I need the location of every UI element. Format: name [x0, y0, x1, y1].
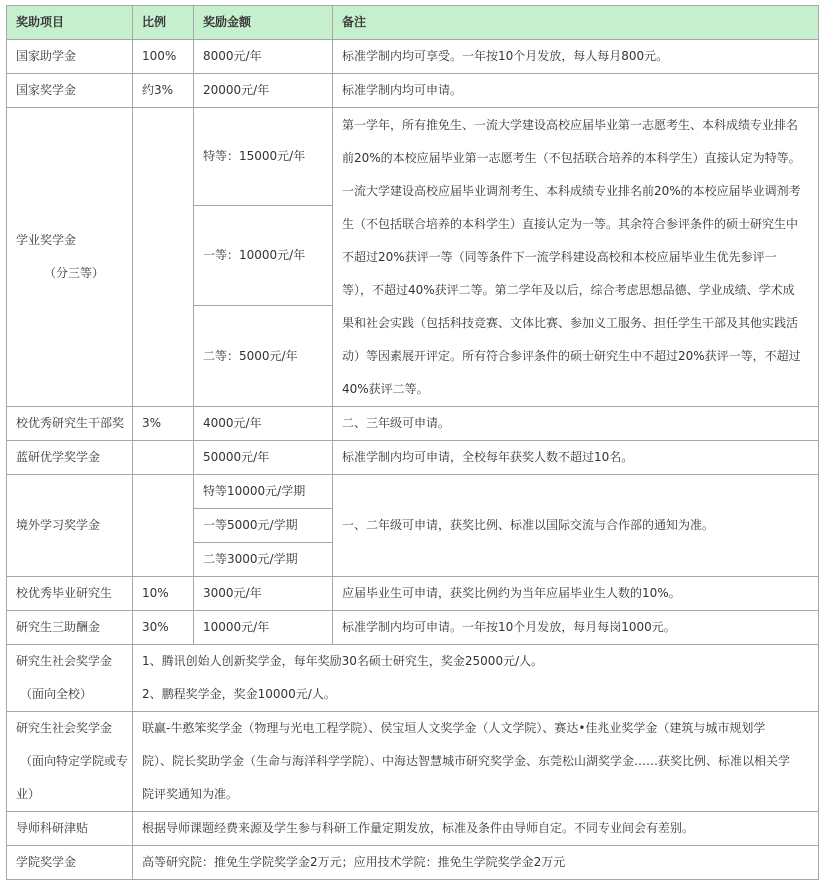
- item-cell: [7, 712, 133, 812]
- item-sublabel: （面向全校）: [20, 687, 93, 701]
- table-row: [7, 846, 819, 880]
- note-line: 动）等因素展开评定。所有符合参评条件的硕士研究生中不超过20%获评一等，不超过: [342, 348, 801, 363]
- note-line: 院评奖通知为准。: [142, 787, 239, 801]
- amount-cell: 3000元/年: [194, 577, 333, 611]
- note-cell: 一、二年级可申请，获奖比例、标准以国际交流与合作部的通知为准。: [333, 475, 819, 577]
- header-ratio: 比例: [133, 6, 194, 40]
- amount-cell: 10000元/年: [194, 611, 333, 645]
- table-row: [7, 475, 819, 509]
- ratio-cell: 约3%: [133, 74, 194, 108]
- header-amount: 奖励金额: [194, 6, 333, 40]
- item-sublabel: （分三等）: [44, 266, 105, 280]
- item-label: 学业奖学金: [16, 233, 77, 247]
- note-line: 果和社会实践（包括科技竞赛、文体比赛、参加义工服务、担任学生干部及其他实践活: [342, 315, 799, 330]
- amount-cell: 一等5000元/学期: [194, 509, 333, 543]
- item-cell: 校优秀毕业研究生: [7, 577, 133, 611]
- note-line: 不超过20%获评一等（同等条件下一流学科建设高校和本校应届毕业生优先参评一: [342, 249, 777, 264]
- note-cell: 标准学制内均可享受。一年按10个月发放，每人每月800元。: [333, 40, 819, 74]
- ratio-cell: [133, 475, 194, 577]
- item-sublabel: （面向特定学院或专: [20, 754, 129, 768]
- table-row: [7, 441, 819, 475]
- amount-cell: 4000元/年: [194, 407, 333, 441]
- item-label: 研究生社会奖学金: [16, 654, 113, 668]
- note-cell: [133, 712, 819, 812]
- amount-cell: 二等3000元/学期: [194, 543, 333, 577]
- table-row: [7, 645, 819, 712]
- item-label: 研究生社会奖学金: [16, 721, 113, 735]
- amount-cell: 二等：5000元/年: [194, 306, 333, 407]
- note-cell: 应届毕业生可申请，获奖比例约为当年应届毕业生人数的10%。: [333, 577, 819, 611]
- note-line: 院）、院长奖助学金（生命与海洋科学学院）、中海达智慧城市研究奖学金、东莞松山湖奖学金……获奖比例、标准以相关学: [142, 754, 791, 768]
- note-line: 一流大学建设高校应届毕业调剂考生、本科成绩专业排名前20%的本校应届毕业调剂考: [342, 183, 801, 198]
- amount-cell: 特等10000元/学期: [194, 475, 333, 509]
- item-cell: 国家奖学金: [7, 74, 133, 108]
- note-cell: 高等研究院：推免生学院奖学金2万元；应用技术学院：推免生学院奖学金2万元: [133, 846, 819, 880]
- note-line: 40%获评二等。: [342, 381, 429, 396]
- table-header-row: [7, 6, 819, 40]
- note-cell: 根据导师课题经费来源及学生参与科研工作量定期发放，标准及条件由导师自定。不同专业间会有差别。: [133, 812, 819, 846]
- table-row: [7, 611, 819, 645]
- table-row: [7, 108, 819, 206]
- item-sublabel: 业）: [16, 787, 41, 801]
- amount-cell: 20000元/年: [194, 74, 333, 108]
- table-row: [7, 407, 819, 441]
- note-line: 第一学年，所有推免生、一流大学建设高校应届毕业第一志愿考生、本科成绩专业排名: [342, 117, 799, 132]
- item-cell: 蓝研优学奖学金: [7, 441, 133, 475]
- note-cell: 标准学制内均可申请。一年按10个月发放，每月每岗1000元。: [333, 611, 819, 645]
- amount-cell: 一等：10000元/年: [194, 206, 333, 306]
- item-cell: 校优秀研究生干部奖: [7, 407, 133, 441]
- table-row: [7, 40, 819, 74]
- header-note: 备注: [333, 6, 819, 40]
- note-line: 前20%的本校应届毕业第一志愿考生（不包括联合培养的本科学生）直接认定为特等。: [342, 150, 801, 165]
- note-line: 等），不超过40%获评二等。第二学年及以后，综合考虑思想品德、学业成绩、学术成: [342, 282, 795, 297]
- amount-cell: 8000元/年: [194, 40, 333, 74]
- note-line: 生（不包括联合培养的本科学生）直接认定为一等。其余符合参评条件的硕士研究生中: [342, 216, 799, 231]
- note-cell: 标准学制内均可申请。: [333, 74, 819, 108]
- amount-cell: 50000元/年: [194, 441, 333, 475]
- table-row: [7, 812, 819, 846]
- amount-cell: 特等：15000元/年: [194, 108, 333, 206]
- note-cell: 标准学制内均可申请，全校每年获奖人数不超过10名。: [333, 441, 819, 475]
- note-cell: [133, 645, 819, 712]
- note-line: 1、腾讯创始人创新奖学金，每年奖励30名硕士研究生，奖金25000元/人。: [142, 654, 544, 668]
- scholarship-table: [6, 5, 819, 880]
- item-cell: [7, 108, 133, 407]
- ratio-cell: 30%: [133, 611, 194, 645]
- item-cell: 研究生三助酬金: [7, 611, 133, 645]
- note-cell: [333, 108, 819, 407]
- note-cell: 二、三年级可申请。: [333, 407, 819, 441]
- table-row: [7, 577, 819, 611]
- item-cell: 导师科研津贴: [7, 812, 133, 846]
- note-line: 联赢-牛憨笨奖学金（物理与光电工程学院）、侯宝垣人文奖学金（人文学院）、赛达•佳兆业奖学金（建筑与城市规划学: [142, 721, 766, 735]
- header-item: 奖助项目: [7, 6, 133, 40]
- item-cell: 境外学习奖学金: [7, 475, 133, 577]
- note-line: 2、鹏程奖学金，奖金10000元/人。: [142, 687, 336, 701]
- item-cell: 国家助学金: [7, 40, 133, 74]
- ratio-cell: 10%: [133, 577, 194, 611]
- table-row: [7, 74, 819, 108]
- ratio-cell: [133, 108, 194, 407]
- item-cell: 学院奖学金: [7, 846, 133, 880]
- ratio-cell: 100%: [133, 40, 194, 74]
- item-cell: [7, 645, 133, 712]
- table-row: [7, 712, 819, 812]
- ratio-cell: 3%: [133, 407, 194, 441]
- ratio-cell: [133, 441, 194, 475]
